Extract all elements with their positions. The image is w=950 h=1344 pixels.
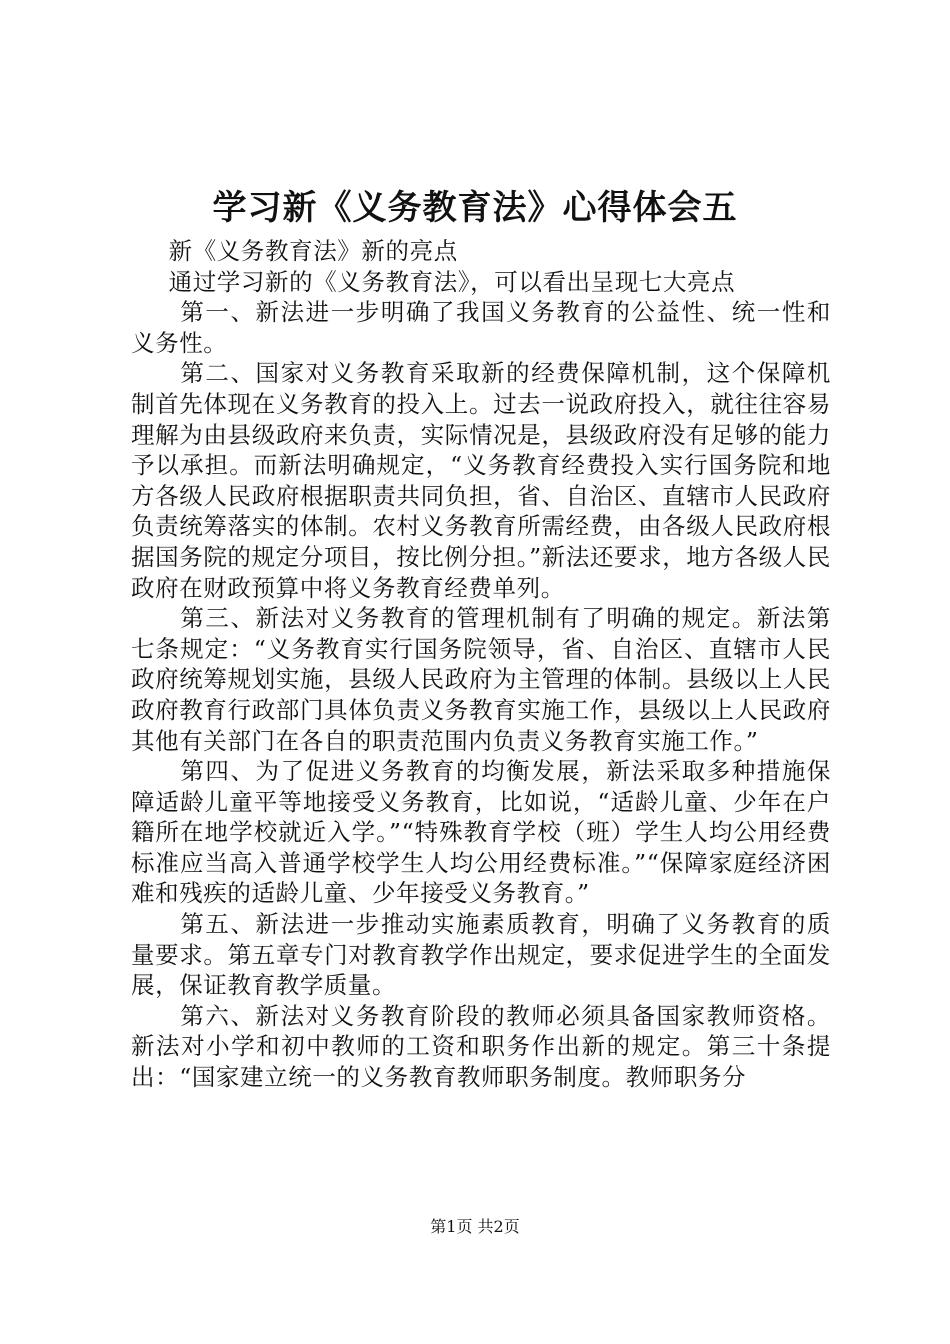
- page-number-footer: 第1页 共2页: [430, 1217, 520, 1236]
- paragraph-point-1: 第一、新法进一步明确了我国义务教育的公益性、统一性和义务性。: [131, 298, 831, 357]
- paragraph-point-6: 第六、新法对义务教育阶段的教师必须具备国家教师资格。新法对小学和初中教师的工资和职务作出新的规定。第三十条提出：“国家建立统一的义务教育教师职务制度。教师职务分: [131, 1001, 831, 1092]
- paragraph-point-4: 第四、为了促进义务教育的均衡发展，新法采取多种措施保障适龄儿童平等地接受义务教育，比如说，“适龄儿童、少年在户籍所在地学校就近入学。”“特殊教育学校（班）学生人均公用经费标准应当高入普通学校学生人均公用经费标准。”“保障家庭经济困难和残疾的适龄儿童、少年接受义务教育。”: [131, 757, 831, 908]
- document-title: 学习新《义务教育法》心得体会五: [212, 188, 738, 228]
- document-body: [131, 236, 831, 1093]
- paragraph-point-5: 第五、新法进一步推动实施素质教育，明确了义务教育的质量要求。第五章专门对教育教学作出规定，要求促进学生的全面发展，保证教育教学质量。: [131, 910, 831, 1000]
- paragraph-subtitle: 新《义务教育法》新的亮点: [168, 237, 458, 265]
- paragraph-point-2: 第二、国家对义务教育采取新的经费保障机制，这个保障机制首先体现在义务教育的投入上。过去一说政府投入，就往往容易理解为由县级政府来负责，实际情况是，县级政府没有足够的能力予以承担。而新法明确规定，“义务教育经费投入实行国务院和地方各级人民政府根据职责共同负担，省、自治区、直辖市人民政府负责统筹落实的体制。农村义务教育所需经费，由各级人民政府根据国务院的规定分项目，按比例分担。”新法还要求，地方各级人民政府在财政预算中将义务教育经费单列。: [131, 359, 831, 602]
- paragraph-point-3: 第三、新法对义务教育的管理机制有了明确的规定。新法第七条规定：“义务教育实行国务院领导，省、自治区、直辖市人民政府统筹规划实施，县级人民政府为主管理的体制。县级以上人民政府教育行政部门具体负责义务教育实施工作，县级以上人民政府其他有关部门在各自的职责范围内负责义务教育实施工作。”: [131, 604, 831, 755]
- paragraph-intro: 通过学习新的《义务教育法》，可以看出呈现七大亮点: [168, 267, 736, 296]
